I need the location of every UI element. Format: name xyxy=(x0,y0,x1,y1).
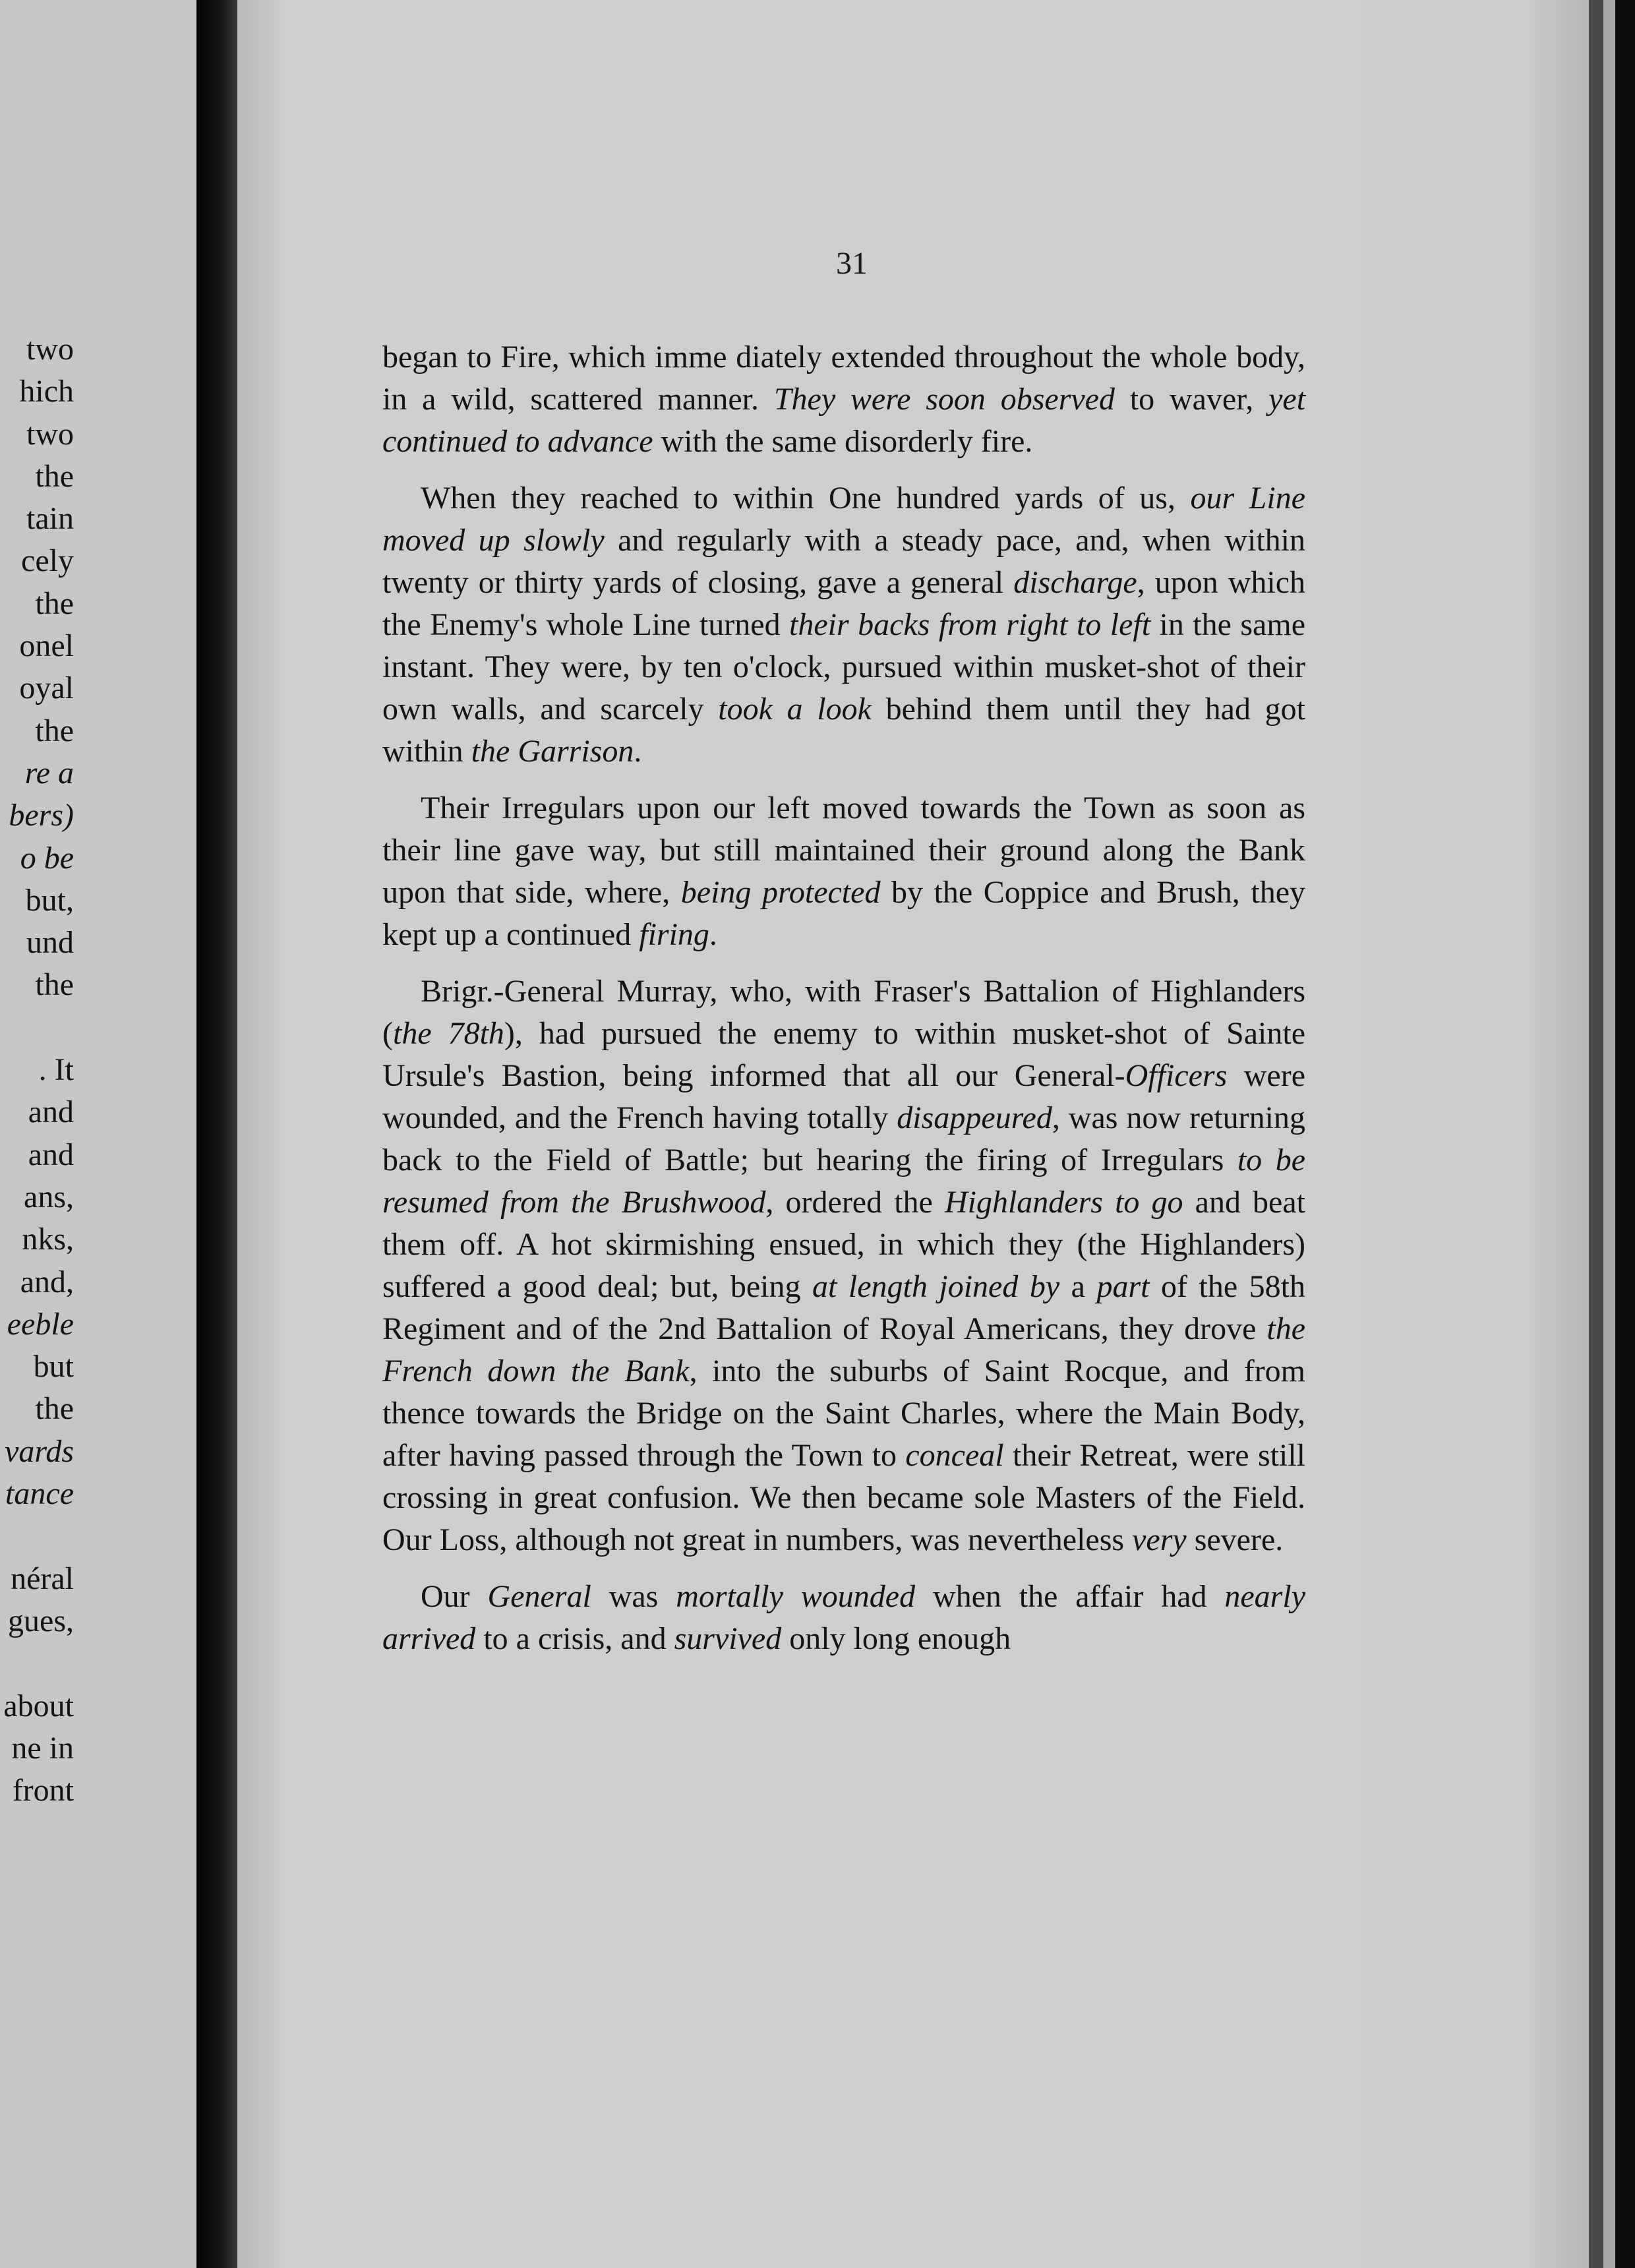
italic-text: disappeured xyxy=(897,1100,1052,1135)
left-fragment-line: re a xyxy=(24,755,74,791)
left-fragment-line: but xyxy=(33,1349,74,1385)
text-run: when the affair had xyxy=(915,1579,1225,1614)
text-run: ), had pursued the enemy to within musket-shot of Sainte Ursule's Bastion, being informed that all our General- xyxy=(382,1016,1305,1093)
text-run: Brigr.-General Murray, who, with Fraser's Battalion of Highlanders ( xyxy=(382,974,1305,1051)
left-fragment-line: front xyxy=(12,1773,74,1808)
text-run: When they reached to within One hundred yards of us, xyxy=(421,481,1191,516)
paragraph xyxy=(382,477,1305,773)
italic-text: very xyxy=(1132,1522,1187,1557)
italic-text: firing xyxy=(639,917,709,952)
text-run: Our xyxy=(421,1579,488,1614)
left-fragment-line: about xyxy=(3,1688,74,1723)
italic-text: the 78th xyxy=(392,1016,504,1051)
left-fragment-line: ans, xyxy=(24,1179,74,1214)
italic-text: their backs from right to left xyxy=(789,607,1151,642)
left-fragment-line: the xyxy=(35,585,74,621)
text-run: , upon which the Enemy's whole Line turned xyxy=(382,565,1305,642)
text-run: Their Irregulars upon our left moved towards the Town as soon as their line gave way, but still maintained their ground along the Bank upon that side, where, xyxy=(382,791,1305,910)
text-run: , was now returning back to the Field of Battle; but hearing the firing of Irregulars xyxy=(382,1100,1305,1178)
text-run: began to Fire, which imme diately extended throughout the whole body, in a wild, scattered manner. xyxy=(382,340,1305,417)
left-fragment-line xyxy=(0,1642,74,1685)
text-run: only long enough xyxy=(781,1621,1011,1656)
paragraph xyxy=(382,970,1305,1561)
text-run: , ordered the xyxy=(765,1185,945,1220)
text-run: was xyxy=(591,1579,676,1614)
left-fragment-line: . It xyxy=(38,1052,74,1088)
text-run: to waver, xyxy=(1115,382,1269,417)
left-fragment-line: tance xyxy=(5,1476,74,1512)
left-fragment-line: bers) xyxy=(9,798,74,833)
text-run: behind them until they had got within xyxy=(382,692,1306,769)
left-fragment-line: tain xyxy=(26,501,74,537)
left-fragment-line: the xyxy=(35,458,74,494)
italic-text: Highlanders to go xyxy=(944,1185,1183,1220)
left-fragment-line: nks, xyxy=(22,1222,74,1257)
book-gutter xyxy=(196,0,237,2268)
italic-text: Officers xyxy=(1125,1058,1228,1093)
text-run: . xyxy=(634,734,642,769)
text-run: their Retreat, were still crossing in great confusion. We then became sole Masters of the Field. Our Loss, although not great in numbers, was nevertheless xyxy=(382,1438,1305,1557)
italic-text: to be resumed from the Brushwood xyxy=(382,1143,1305,1220)
left-fragment-line: oyal xyxy=(19,671,74,706)
italic-text: the French down the Bank xyxy=(382,1311,1305,1388)
text-run: by the Coppice and Brush, they kept up a continued xyxy=(382,875,1305,952)
body-text xyxy=(382,336,1305,1675)
left-fragment-line: the xyxy=(35,713,74,748)
page-edge-light xyxy=(1603,0,1615,2268)
left-fragment-line: but, xyxy=(25,882,74,918)
scan-border xyxy=(1615,0,1635,2268)
paragraph xyxy=(382,1576,1305,1660)
left-fragment-line: vards xyxy=(5,1433,74,1469)
text-run: and beat them off. A hot skirmishing ensued, in which they (the Highlanders) suffered a good deal; but, being xyxy=(382,1185,1305,1304)
text-run: to a crisis, and xyxy=(475,1621,674,1656)
italic-text: our Line moved up slowly xyxy=(382,481,1305,558)
left-fragment-line: and xyxy=(28,1094,74,1130)
page-number: 31 xyxy=(836,246,868,281)
left-fragment-line: two xyxy=(26,416,74,452)
italic-text: They were soon observed xyxy=(773,382,1115,417)
italic-text: yet continued to advance xyxy=(382,382,1306,459)
left-fragment-line: eeble xyxy=(7,1306,74,1342)
italic-text: at length joined by xyxy=(812,1269,1060,1304)
left-page-text-fragments xyxy=(0,328,74,1812)
italic-text: took a look xyxy=(718,692,872,727)
italic-text: conceal xyxy=(905,1438,1004,1473)
italic-text: mortally wounded xyxy=(676,1579,916,1614)
left-fragment-line: néral xyxy=(11,1561,74,1596)
italic-text: survived xyxy=(674,1621,782,1656)
italic-text: the Garrison xyxy=(471,734,634,769)
paragraph xyxy=(382,787,1305,956)
left-fragment-line: cely xyxy=(21,543,74,579)
left-fragment-line: and, xyxy=(20,1264,74,1299)
text-run: in the same instant. They were, by ten o'clock, pursued within musket-shot of their own walls, and scarcely xyxy=(382,607,1305,727)
left-fragment-line: the xyxy=(35,1391,74,1427)
left-page xyxy=(0,0,196,2268)
left-fragment-line: o be xyxy=(20,840,74,876)
left-fragment-line: onel xyxy=(19,628,74,664)
text-run: . xyxy=(709,917,717,952)
left-fragment-line: and xyxy=(28,1137,74,1172)
page-edge xyxy=(1589,0,1603,2268)
italic-text: being protected xyxy=(680,875,881,910)
text-run: of the 58th Regiment and of the 2nd Battalion of Royal Americans, they drove xyxy=(382,1269,1306,1346)
text-run: and regularly with a steady pace, and, when within twenty or thirty yards of closing, gave a general xyxy=(382,523,1305,600)
left-fragment-line: the xyxy=(35,967,74,1003)
text-run: severe. xyxy=(1186,1522,1284,1557)
italic-text: General xyxy=(487,1579,591,1614)
left-fragment-line xyxy=(0,1515,74,1557)
left-fragment-line: und xyxy=(26,925,74,961)
text-run: with the same disorderly fire. xyxy=(653,424,1033,459)
text-run: were wounded, and the French having totally xyxy=(382,1058,1306,1135)
paragraph xyxy=(382,336,1305,463)
left-fragment-line: hich xyxy=(19,374,74,409)
left-fragment-line: ne in xyxy=(11,1730,74,1766)
text-run: , into the suburbs of Saint Rocque, and from thence towards the Bridge on the Saint Charles, where the Main Body, after having passed through the Town to xyxy=(382,1354,1306,1473)
left-fragment-line: two xyxy=(26,332,74,367)
italic-text: nearly arrived xyxy=(382,1579,1305,1656)
italic-text: discharge xyxy=(1013,565,1137,600)
left-fragment-line: gues, xyxy=(8,1603,74,1638)
text-run: a xyxy=(1059,1269,1097,1304)
italic-text: part xyxy=(1096,1269,1150,1304)
left-fragment-line xyxy=(0,1007,74,1049)
